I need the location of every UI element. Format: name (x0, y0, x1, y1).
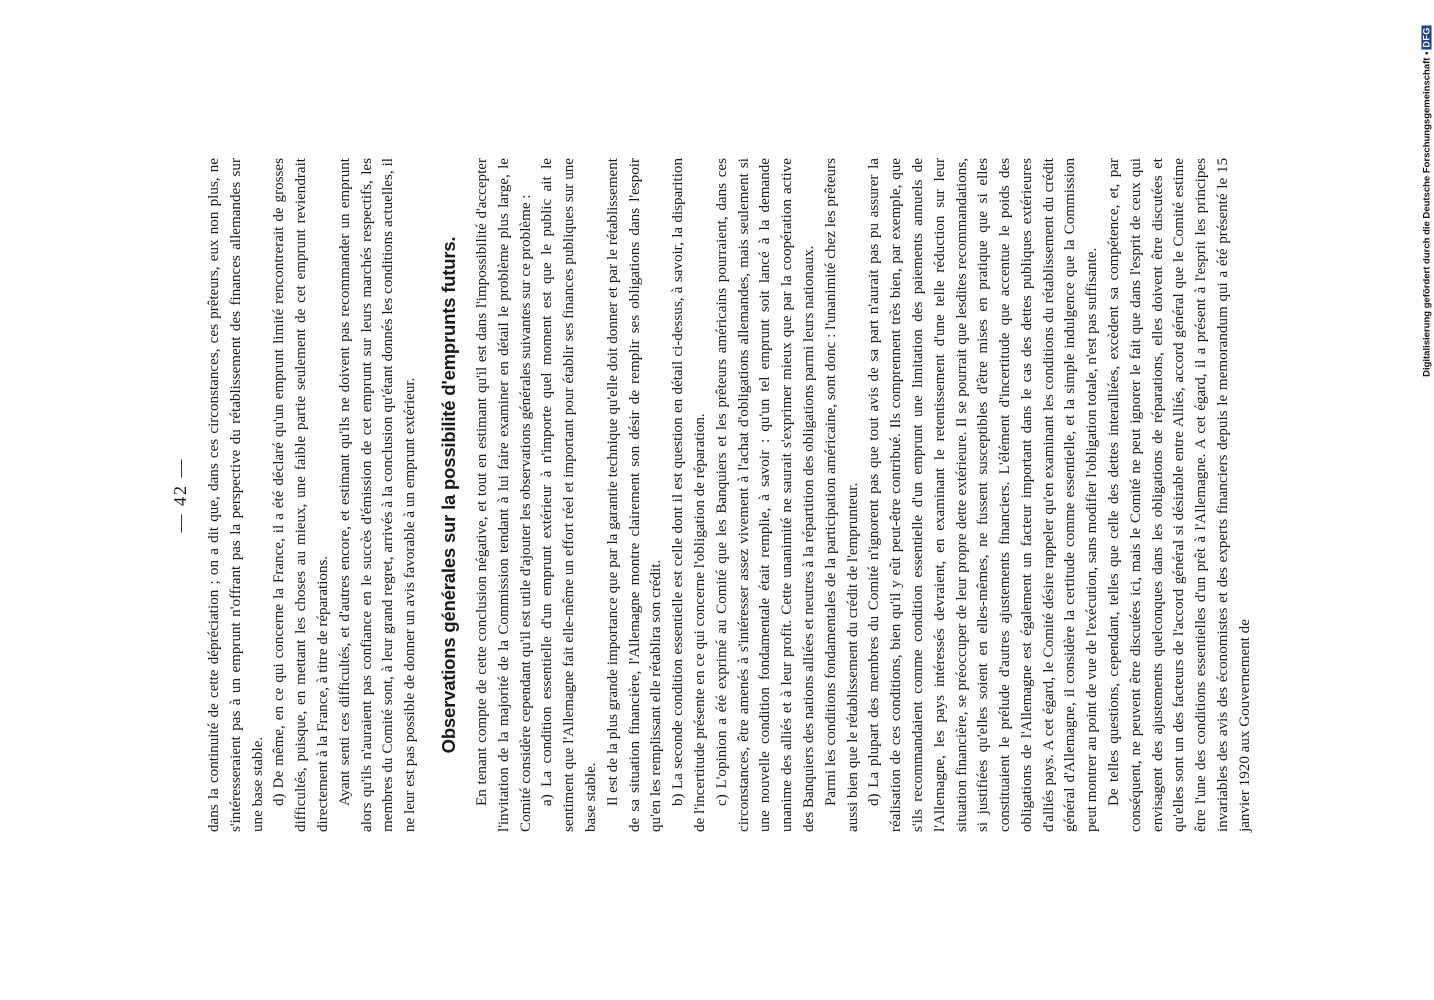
paragraph-a: a) La condition essentielle d'un emprunt extérieur à n'importe quel moment est que le public ait le sentiment que l'Allemagne fait elle-même un effort réel et important pour établir ses finances publiques sur une base stable. (539, 158, 599, 832)
page-number: — 42 — (170, 457, 190, 533)
paragraph-fundamental-conditions: Parmi les conditions fondamentales de la participation américaine, sont donc : l'unanimité chez les prêteurs aussi bien que le rétablissement du crédit de l'emprunteur. (822, 158, 861, 832)
rotated-printed-page (168, 150, 1434, 840)
paragraph-continuation: dans la continuité de cette dépréciation ; on a dit que, dans ces circonstances, ces prêteurs, eux non plus, ne s'intéresseraient pas à un emprunt n'offrant pas la perspective du rétablissement des finances allemandes sur une base stable. (206, 158, 266, 832)
paragraph-questions: De telles questions, cependant, telles que celle des dettes interalliées, excèdent sa compétence, et, par conséquent, ne peuvent être discutées ici, mais le Comité ne peut ignorer le fait que dans l'esprit de ceux qui envisagent des ajustements quelconques dans les obligations de réparations, elles doivent être discutées et qu'elles sont un des facteurs de l'accord général si désirable entre Alliés, accord général que le Comité estime être l'une des conditions essentielles d'un prêt à l'Allemagne. A cet égard, il a présent à l'esprit les principes invariables des avis des économistes et des experts financiers depuis le memorandum qui a été présenté le 15 janvier 1920 aux Gouvernement de (1106, 158, 1253, 832)
dfg-logo: DFG (1421, 26, 1432, 48)
digitization-credit-text (1420, 8, 1434, 393)
paragraph-c: c) L'opinion a été exprimé au Comité que les Banquiers et les prêteurs américains pourraient, dans ces circonstances, être amenés à s'intéresser assez vivement à l'achat d'obligations allemandes, mais seulement si une nouvelle condition fondamentale était remplie, à savoir : qu'un tel emprunt soit lancé à la demande unanime des alliés et à leur profit. Cette unanimité ne saurait s'exprimer mieux que par la coopération active des Banquiers des nations alliées et neutres à la répartition des obligations parmi leurs nationaux. (713, 158, 817, 832)
paragraph-conclusion: Ayant senti ces difficultés, et d'autres encore, et estimant qu'ils ne doivent pas recommander un emprunt alors qu'ils n'auraient pas confiance en le succès d'émission de cet emprunt sur leurs marchés respectifs, les membres du Comité sont, à leur grand regret, arrivés à la conclusion qu'étant donnés les conditions actuelles, il ne leur est pas possible de donner un avis favorable à un emprunt extérieur. (336, 158, 419, 832)
digitization-credit (1420, 8, 1434, 393)
paragraph-intro: En tenant compte de cette conclusion négative, et tout en estimant qu'il est dans l'impossibilité d'accepter l'invitation de la majorité de la Commission tendant à lui faire examiner en détail le problème plus large, le Comité considère cependant qu'il est utile d'ajouter les observations générales suivantes sur ce problème : (473, 158, 534, 832)
section-heading: Observations générales sur la possibilité d'emprunts futurs. (437, 236, 459, 754)
paragraph-d-committee: d) La plupart des membres du Comité n'ignorent pas que tout avis de sa part n'aurait pas pu assurer la réalisation de ces conditions, bien qu'il y eût peut-être contribué. Ils comprennent très bien, par exemple, que s'ils recommandaient comme condition essentielle d'un emprunt une limitation des paiements annuels de l'Allemagne, les pays intéressés devraient, en examinant le retentissement d'une telle réduction sur leur situation financière, se préoccuper de leur propre dette extérieure. Il se pourrait que lesdites recommandations, si justifiées qu'elles soient en elles-mêmes, ne fussent susceptibles d'être mises en pratique que si elles constituaient le prélude d'autres ajustements financiers. L'élément d'incertitude que accentue le poids des obligations de l'Allemagne est également un facteur important dans le cas des dettes publiques extérieures d'alliés pays. A cet égard, le Comité désire rappeler qu'en examinant les conditions du rétablissement du crédit général d'Allemagne, il considère la certitude comme essentielle, et la simple indulgence que la Commission peut montrer au point de vue de l'exécution, sans modifier l'obligation totale, n'est pas suffisante. (866, 158, 1101, 832)
paragraph-b: b) La seconde condition essentielle est celle dont il est question en détail ci-dessus, à savoir, la disparition de l'incertitude présente en ce qui concerne l'obligation de réparation. (670, 158, 708, 832)
paragraph-importance: Il est de la plus grande importance que par la garantie technique qu'elle doit donner et par le rétablissement de sa situation financière, l'Allemagne montre clairement son désir de remplir ses obligations dans l'espoir qu'en les remplissant elle rétablira son crédit. (604, 158, 665, 832)
paragraph-d-france: d) De même, en ce qui concerne la France, il a été déclaré qu'un emprunt limité rencontrerait de grosses difficultés, puisque, en mettant les choses au mieux, une faible partie seulement de cet emprunt reviendrait directement à la France, à titre de réparations. (271, 158, 331, 832)
credit-label: Digitalisierung gefördert durch die Deutsche Forschungsgemeinschaft • (1421, 51, 1433, 377)
